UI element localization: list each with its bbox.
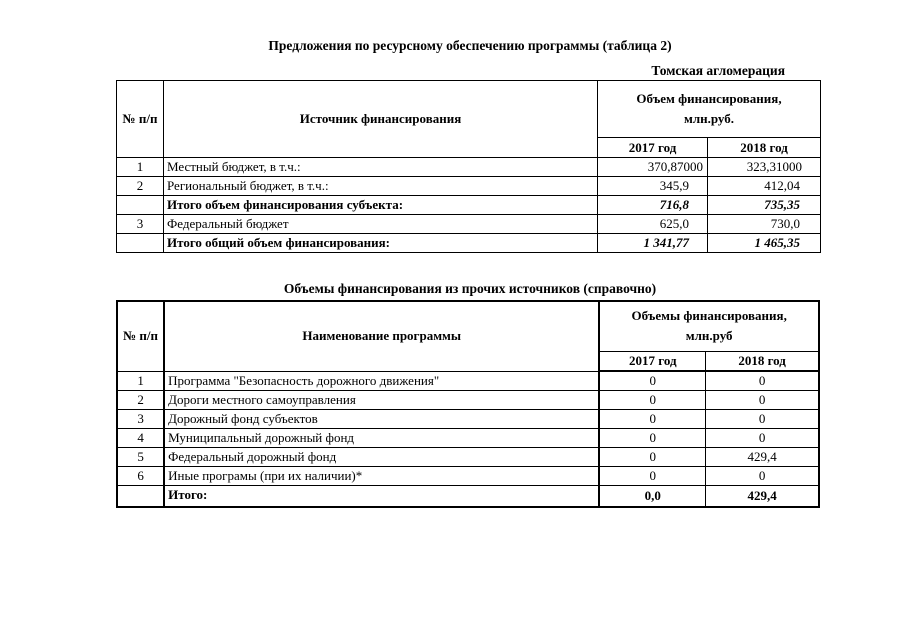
row-2017: 370,87000 — [598, 158, 708, 177]
table-row — [117, 215, 821, 234]
col-header-source: Источник финансирования — [164, 81, 598, 158]
row-num: 2 — [117, 391, 164, 410]
table-row-subtotal — [117, 196, 821, 215]
row-2018: 0 — [706, 371, 819, 391]
row-2017: 1 341,77 — [598, 234, 708, 253]
table-row — [117, 410, 819, 429]
col-header-volume: Объем финансирования, млн.руб. — [598, 81, 821, 138]
table-row — [117, 429, 819, 448]
row-name: Федеральный дорожный фонд — [164, 448, 599, 467]
col-header-2018: 2018 год — [708, 138, 821, 158]
row-name: Федеральный бюджет — [164, 215, 598, 234]
table-row — [117, 448, 819, 467]
row-num: 3 — [117, 215, 164, 234]
row-2018: 735,35 — [708, 196, 821, 215]
row-num: 4 — [117, 429, 164, 448]
col-header-2017: 2017 год — [599, 351, 705, 371]
col-header-2018: 2018 год — [706, 351, 819, 371]
row-num: 3 — [117, 410, 164, 429]
row-num: 2 — [117, 177, 164, 196]
row-name: Дороги местного самоуправления — [164, 391, 599, 410]
row-2017: 0 — [599, 467, 705, 486]
funding-table — [116, 80, 821, 253]
row-2018: 730,0 — [708, 215, 821, 234]
row-2018: 0 — [706, 391, 819, 410]
document-title: Предложения по ресурсному обеспечению программы (таблица 2) — [268, 38, 672, 53]
row-2018: 323,31000 — [708, 158, 821, 177]
row-num: 1 — [117, 158, 164, 177]
row-name: Муниципальный дорожный фонд — [164, 429, 599, 448]
row-2018: 429,4 — [706, 448, 819, 467]
row-num: 6 — [117, 467, 164, 486]
row-name: Итого: — [164, 486, 599, 507]
table-row — [117, 371, 819, 391]
row-2017: 0 — [599, 371, 705, 391]
row-num — [117, 196, 164, 215]
row-name: Программа "Безопасность дорожного движения" — [164, 371, 599, 391]
row-name: Итого общий объем финансирования: — [164, 234, 598, 253]
row-name: Региональный бюджет, в т.ч.: — [164, 177, 598, 196]
row-num — [117, 234, 164, 253]
col-header-num: № п/п — [117, 301, 164, 371]
row-2017: 716,8 — [598, 196, 708, 215]
row-name: Иные програмы (при их наличии)* — [164, 467, 599, 486]
table-row-total — [117, 486, 819, 507]
row-2017: 345,9 — [598, 177, 708, 196]
table-row — [117, 177, 821, 196]
row-2018: 0 — [706, 410, 819, 429]
section-subtitle: Объемы финансирования из прочих источников (справочно) — [283, 281, 657, 296]
row-2017: 0 — [599, 429, 705, 448]
row-name: Итого объем финансирования субъекта: — [164, 196, 598, 215]
row-2018: 0 — [706, 467, 819, 486]
row-2018: 429,4 — [706, 486, 819, 507]
row-name: Дорожный фонд субъектов — [164, 410, 599, 429]
table-row — [117, 391, 819, 410]
row-2018: 0 — [706, 429, 819, 448]
col-header-name: Наименование программы — [164, 301, 599, 371]
other-sources-table — [116, 300, 820, 508]
row-2017: 0,0 — [599, 486, 705, 507]
table-row — [117, 467, 819, 486]
col-header-volume: Объемы финансирования, млн.руб — [599, 301, 819, 351]
row-2017: 0 — [599, 410, 705, 429]
row-2017: 625,0 — [598, 215, 708, 234]
region-label: Томская агломерация — [651, 63, 785, 78]
row-2018: 1 465,35 — [708, 234, 821, 253]
row-num: 5 — [117, 448, 164, 467]
col-header-2017: 2017 год — [598, 138, 708, 158]
table-row — [117, 158, 821, 177]
row-2017: 0 — [599, 391, 705, 410]
row-num: 1 — [117, 371, 164, 391]
col-header-num: № п/п — [117, 81, 164, 158]
row-2018: 412,04 — [708, 177, 821, 196]
row-name: Местный бюджет, в т.ч.: — [164, 158, 598, 177]
row-2017: 0 — [599, 448, 705, 467]
table-row-total — [117, 234, 821, 253]
